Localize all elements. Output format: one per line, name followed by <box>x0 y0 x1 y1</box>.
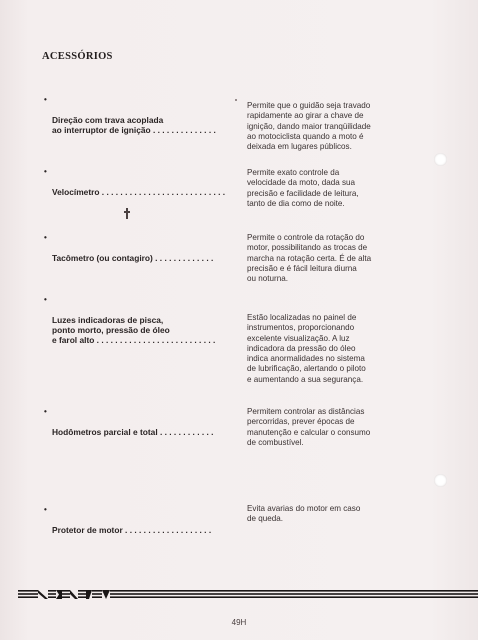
bullet-icon: • <box>44 505 47 514</box>
accessory-term-text: Tacômetro (ou contagiro) . . . . . . . . . . . . . <box>52 253 214 263</box>
brand-logo-band <box>18 590 478 599</box>
section-title: ACESSÓRIOS <box>42 51 113 62</box>
accessory-description: Permite que o guidão seja travado rapidamente ao girar a chave de ignição, dando maior tranqüilidade ao motociclista quando a moto é deixada em lugares públicos. <box>247 101 371 152</box>
accessory-term-text: Luzes indicadoras de pisca, ponto morto, pressão de óleo e farol alto . . . . . . . . . . . . . . . . . . . . . . . . . . <box>52 315 216 345</box>
accessory-description: Evita avarias do motor em caso de queda. <box>247 504 361 524</box>
bullet-icon: • <box>44 95 47 104</box>
accessory-term-text: Protetor de motor . . . . . . . . . . . . . . . . . . . <box>52 525 212 535</box>
punch-hole <box>434 474 447 487</box>
accessory-term-text: Hodômetros parcial e total . . . . . . . . . . . . <box>52 427 214 437</box>
bullet-icon: • <box>44 233 47 242</box>
accessory-description: Permite exato controle da velocidade da moto, dada sua precisão e facilidade de leitura, tanto de dia como de noite. <box>247 168 359 208</box>
accessory-description: Estão localizadas no painel de instrumentos, proporcionando excelente visualização. A luz indicadora da pressão do óleo indica anormalidades no sistema de lubrificação, alertando o piloto e aumentando a sua segurança. <box>247 313 366 384</box>
page-number: 49H <box>231 618 247 627</box>
accessory-term <box>44 505 237 535</box>
bullet-icon: • <box>44 295 47 304</box>
bullet-icon: • <box>44 167 47 176</box>
punch-hole <box>434 153 447 166</box>
accessory-term <box>44 407 237 437</box>
accessory-term-text: Velocímetro . . . . . . . . . . . . . . . . . . . . . . . . . . . <box>52 187 226 197</box>
accessory-description: Permitem controlar as distâncias percorridas, prever épocas de manutenção e calcular o consumo de combustível. <box>247 407 371 447</box>
accessory-description: Permite o controle da rotação do motor, possibilitando as trocas de marcha na rotação certa. É de alta precisão e é fácil leitura diurna ou noturna. <box>247 233 372 284</box>
accessory-term <box>44 167 237 197</box>
accessory-term <box>44 295 237 345</box>
bullet-icon: • <box>44 407 47 416</box>
accessory-term <box>44 95 237 135</box>
handwritten-mark <box>126 208 128 219</box>
accessory-term-text: Direção com trava acoplada ao interruptor de ignição . . . . . . . . . . . . . . <box>52 115 216 135</box>
accessory-term <box>44 233 237 263</box>
